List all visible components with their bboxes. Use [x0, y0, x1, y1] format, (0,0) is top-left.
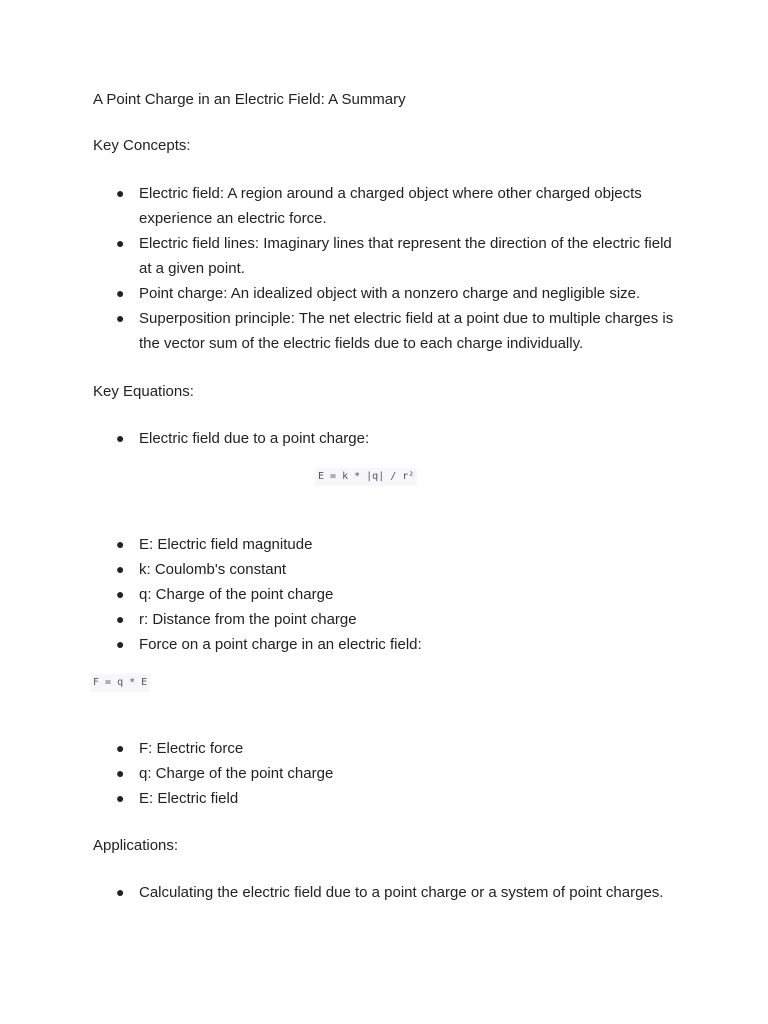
list-item [0, 736, 768, 761]
bullet-icon: ● [116, 430, 125, 446]
list-item [0, 426, 768, 451]
equation-intro-list [0, 426, 768, 451]
list-item [0, 231, 768, 281]
force-equation: F = q * E [90, 674, 150, 692]
list-item [0, 786, 768, 811]
list-item [0, 281, 768, 306]
bullet-icon: ● [116, 235, 125, 251]
list-item-text: E: Electric field magnitude [139, 536, 313, 553]
list-item [0, 880, 768, 905]
list-item-text: Point charge: An idealized object with a nonzero charge and negligible size. [139, 285, 641, 302]
bullet-icon: ● [116, 884, 125, 900]
list-item-text: q: Charge of the point charge [139, 586, 334, 603]
bullet-icon: ● [116, 285, 125, 301]
list-item-text: Electric field due to a point charge: [139, 430, 370, 447]
list-item [0, 761, 768, 786]
equation-terms-list [0, 532, 768, 657]
list-item-text: Force on a point charge in an electric field: [139, 636, 422, 653]
list-item [0, 582, 768, 607]
list-item-text: Electric field lines: Imaginary lines that represent the direction of the electric field at a given point. [139, 235, 672, 277]
bullet-icon: ● [116, 586, 125, 602]
bullet-icon: ● [116, 740, 125, 756]
list-item [0, 306, 768, 356]
list-item-text: Calculating the electric field due to a point charge or a system of point charges. [139, 884, 664, 901]
bullet-icon: ● [116, 636, 125, 652]
applications-list [0, 880, 768, 905]
list-item-text: Electric field: A region around a charged object where other charged objects experience an electric force. [139, 185, 642, 227]
list-item-text: E: Electric field [139, 790, 239, 807]
bullet-icon: ● [116, 185, 125, 201]
electric-field-equation: E = k * |q| / r² [315, 468, 417, 486]
bullet-icon: ● [116, 790, 125, 806]
bullet-icon: ● [116, 611, 125, 627]
bullet-icon: ● [116, 310, 125, 326]
key-equations-heading: Key Equations: [93, 383, 194, 400]
applications-heading: Applications: [93, 837, 179, 854]
key-concepts-heading: Key Concepts: [93, 137, 191, 154]
list-item-text: F: Electric force [139, 740, 244, 757]
list-item [0, 632, 768, 657]
list-item-text: k: Coulomb's constant [139, 561, 287, 578]
force-terms-list [0, 736, 768, 811]
list-item [0, 181, 768, 231]
list-item [0, 532, 768, 557]
list-item [0, 557, 768, 582]
bullet-icon: ● [116, 536, 125, 552]
list-item [0, 607, 768, 632]
bullet-icon: ● [116, 561, 125, 577]
list-item-text: r: Distance from the point charge [139, 611, 357, 628]
bullet-icon: ● [116, 765, 125, 781]
key-concepts-list [0, 181, 768, 356]
list-item-text: q: Charge of the point charge [139, 765, 334, 782]
document-title: A Point Charge in an Electric Field: A Summary [93, 91, 406, 108]
list-item-text: Superposition principle: The net electric field at a point due to multiple charges is the vector sum of the electric fields due to each charge individually. [139, 310, 674, 352]
